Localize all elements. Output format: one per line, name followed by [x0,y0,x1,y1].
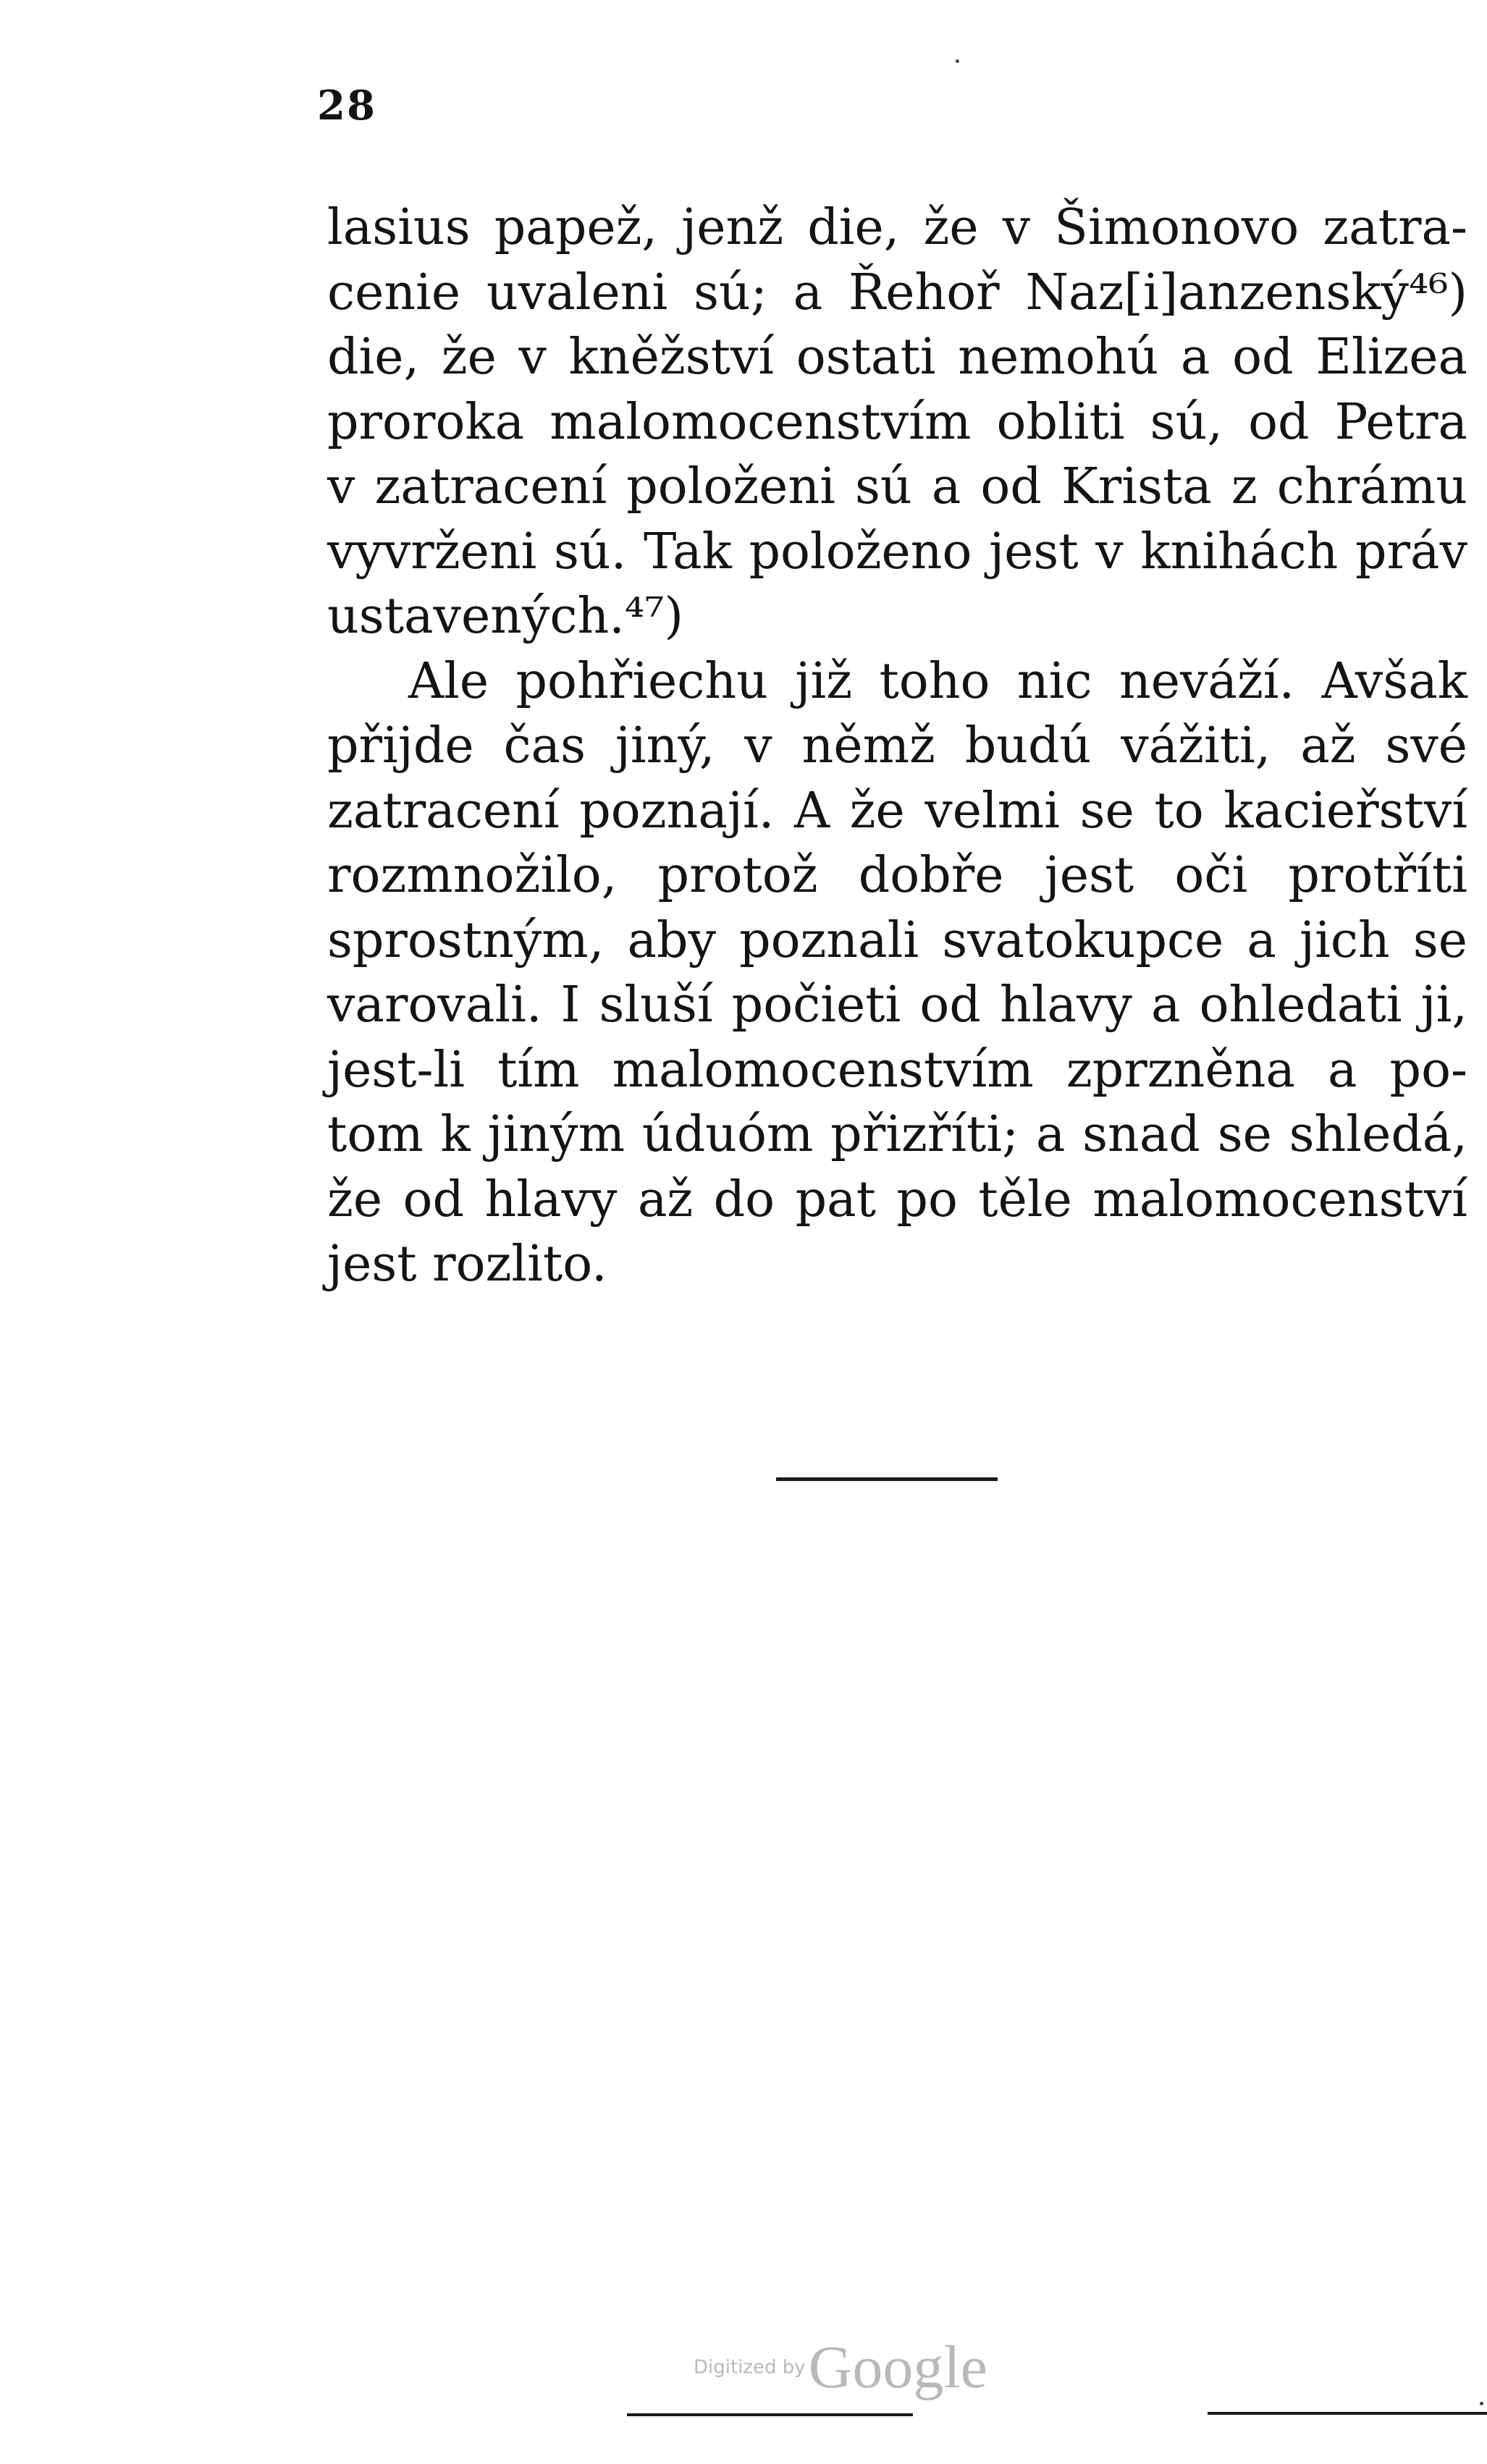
text-line: jest-li tím malomocenstvím zprzněna a po- [327,1041,1467,1099]
text-line: sprostným, aby poznali svatokupce a jich se [327,911,1467,969]
text-line: die, že v kněžství ostati nemohú a od Elizea [327,329,1467,386]
digitized-label: Digitized by [694,2356,806,2379]
text-line: Ale pohřiechu již toho nic neváží. Avšak [408,652,1467,710]
text-line: lasius papež, jenž die, že v Šimonovo zatra- [327,199,1467,256]
text-line: ustavených.⁴⁷) [327,588,683,645]
text-line: varovali. I sluší počieti od hlavy a ohledati ji, [327,976,1467,1034]
text-line: že od hlavy až do pat po těle malomocenství [327,1170,1467,1228]
scan-edge-rule-left [627,2413,913,2416]
page-number: 28 [317,82,376,130]
text-line: přijde čas jiný, v němž budú vážiti, až své [327,717,1467,775]
scan-speck [956,59,959,63]
text-line: proroka malomocenstvím obliti sú, od Petra [327,393,1467,451]
google-logo: Google [808,2334,987,2401]
text-line: rozmnožilo, protož dobře jest oči protříti [327,847,1467,904]
text-line: vyvrženi sú. Tak položeno jest v knihách práv [327,523,1467,581]
section-divider [776,1477,998,1481]
text-line: v zatracení položeni sú a od Krista z chrámu [327,458,1467,515]
digitized-watermark [694,2332,987,2402]
text-line: tom k jiným úduóm přizříti; a snad se shledá, [327,1106,1467,1163]
text-line: jest rozlito. [327,1236,607,1293]
body-text [327,195,1467,1297]
text-line: zatracení poznají. A že velmi se to kacieřství [327,782,1467,840]
text-line: cenie uvaleni sú; a Řehoř Naz[i]anzenský⁴⁶) [327,263,1467,321]
scan-edge-rule-right [1208,2412,1487,2415]
scan-speck [1480,2402,1483,2405]
